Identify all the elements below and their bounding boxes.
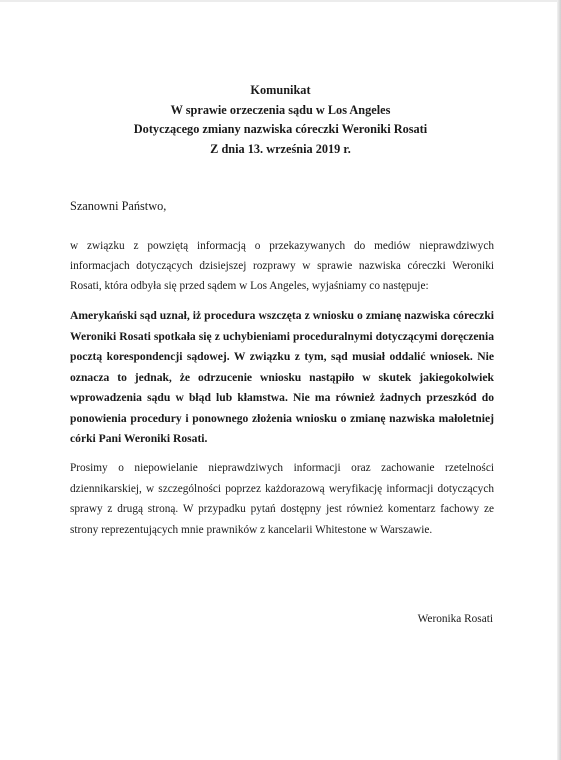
signature: Weronika Rosati xyxy=(417,613,493,625)
heading-subject: W sprawie orzeczenia sądu w Los Angeles xyxy=(170,102,391,117)
document-heading xyxy=(0,81,561,159)
paragraph-request: Prosimy o niepowielanie nieprawdziwych informacji oraz zachowanie rzetelności dziennikarskiej, w szczególności poprzez każdorazową weryfikację informacji dotyczących sprawy z drugą stroną. W przypadku pytań dostępny jest również komentarz fachowy ze strony reprezentujących mnie prawników z kancelarii Whitestone w Warszawie. xyxy=(70,462,494,536)
salutation: Szanowni Państwo, xyxy=(70,199,167,213)
heading-date: Z dnia 13. września 2019 r. xyxy=(210,141,351,156)
paragraph-court-statement: Amerykański sąd uznał, iż procedura wszczęta z wniosku o zmianę nazwiska córeczki Weroniki Rosati spotkała się z uchybieniami proceduralnymi dotyczącymi doręczenia pocztą korespondencji sądowej. W związku z tym, sąd musiał oddalić wniosek. Nie oznacza to jednak, że odrzucenie wniosku nastąpiło w skutek jakiegokolwiek wprowadzenia sądu w błąd lub kłamstwa. Nie ma również żadnych przeszkód do ponowienia procedury i ponownego złożenia wniosku o zmianę nazwiska małoletniej córki Pani Weroniki Rosati. xyxy=(70,309,494,445)
page-top-edge xyxy=(0,0,561,2)
heading-title: Komunikat xyxy=(250,83,311,97)
paragraph-intro: w związku z powziętą informacją o przekazywanych do mediów nieprawdziwych informacjach dotyczących dzisiejszej rozprawy w sprawie nazwiska córeczki Weroniki Rosati, która odbyła się przed sądem w Los Angeles, wyjaśniamy co następuje: xyxy=(70,240,494,292)
heading-subject-detail: Dotyczącego zmiany nazwiska córeczki Weroniki Rosati xyxy=(133,122,428,136)
